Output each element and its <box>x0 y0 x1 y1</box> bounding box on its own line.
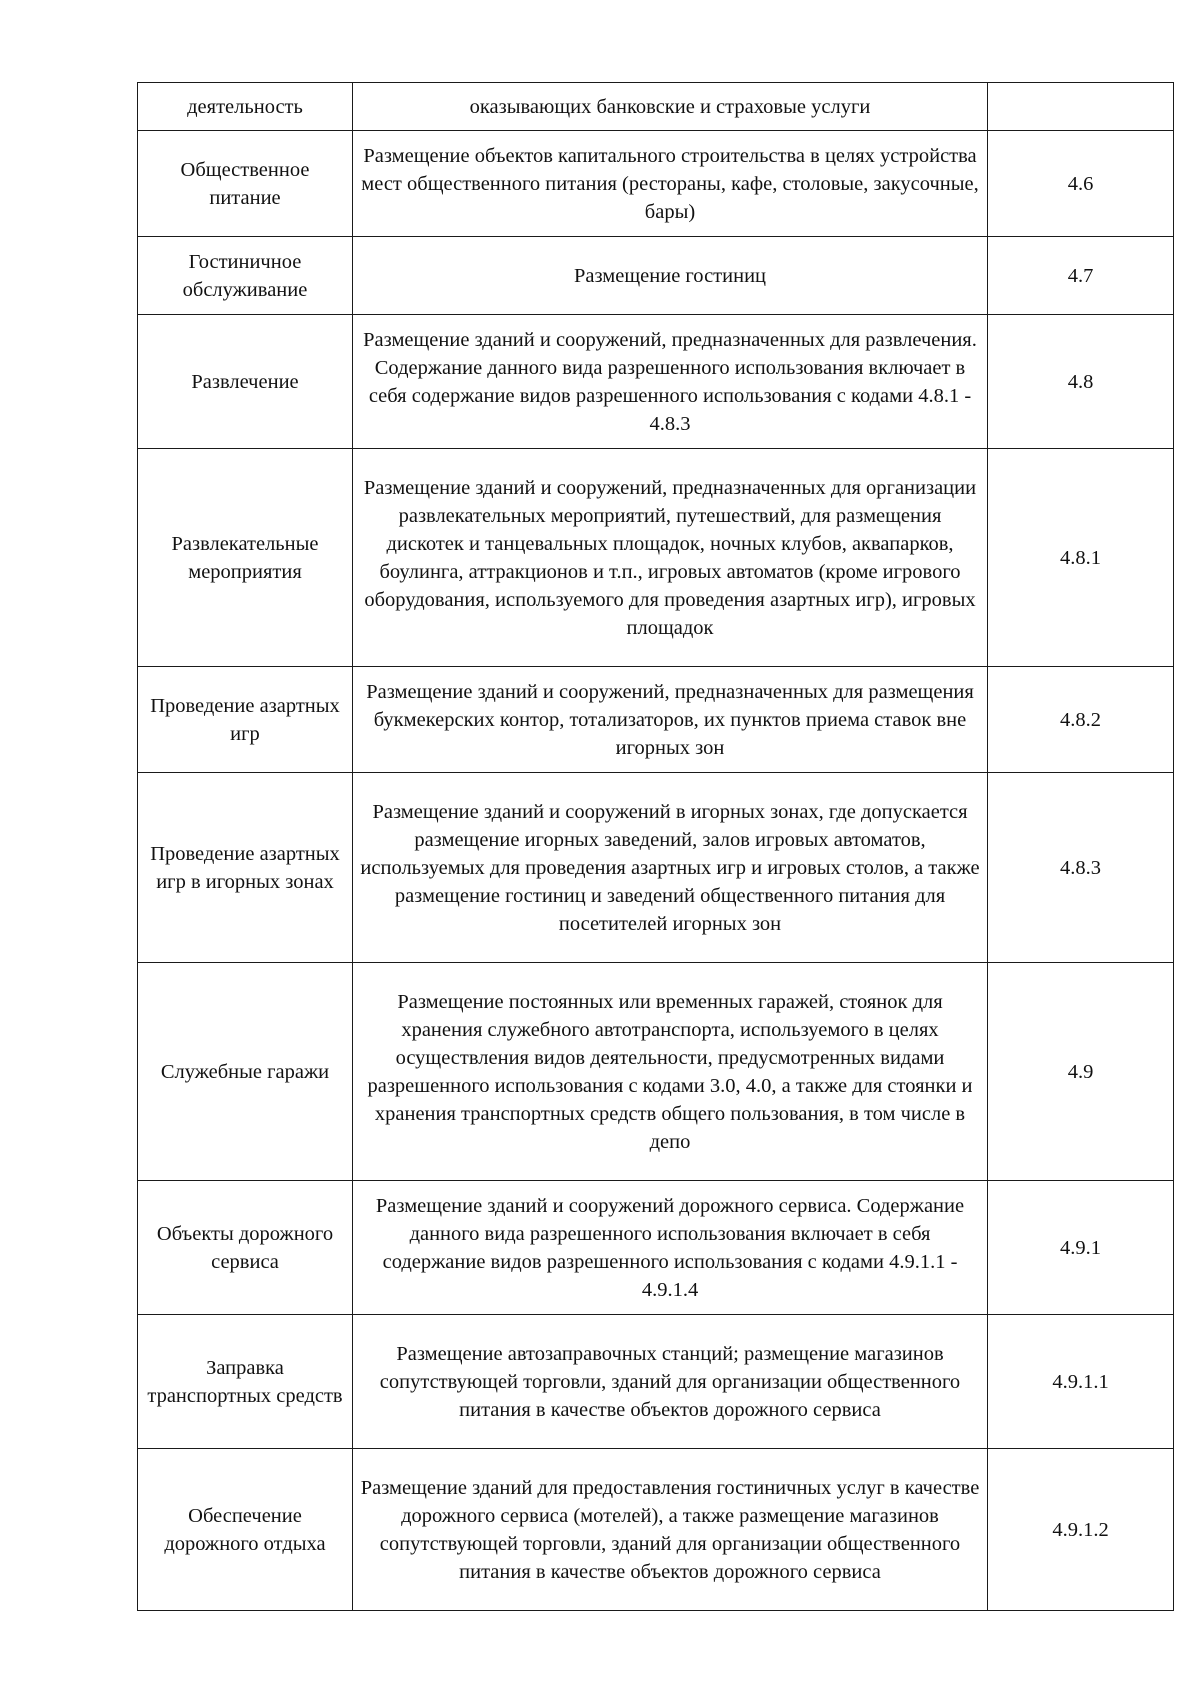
use-name-cell: Проведение азартных игр <box>138 667 353 773</box>
land-use-table <box>137 82 1174 1611</box>
use-code-cell: 4.8 <box>988 315 1174 449</box>
use-name-cell: Объекты дорожного сервиса <box>138 1181 353 1315</box>
use-name-cell: Проведение азартных игр в игорных зонах <box>138 773 353 963</box>
use-name-cell: Развлечение <box>138 315 353 449</box>
use-description-cell: Размещение объектов капитального строительства в целях устройства мест общественного питания (рестораны, кафе, столовые, закусочные, бары) <box>353 131 988 237</box>
use-description-cell: Размещение зданий и сооружений, предназначенных для развлечения. Содержание данного вида разрешенного использования включает в себя содержание видов разрешенного использования с кодами 4.8.1 - 4.8.3 <box>353 315 988 449</box>
use-name-cell: Общественное питание <box>138 131 353 237</box>
table-row <box>138 315 1174 449</box>
use-description-cell: оказывающих банковские и страховые услуги <box>353 83 988 131</box>
table-row <box>138 131 1174 237</box>
table-row <box>138 1181 1174 1315</box>
use-description-cell: Размещение гостиниц <box>353 237 988 315</box>
table-row <box>138 963 1174 1181</box>
use-code-cell: 4.6 <box>988 131 1174 237</box>
use-description-cell: Размещение автозаправочных станций; размещение магазинов сопутствующей торговли, зданий для организации общественного питания в качестве объектов дорожного сервиса <box>353 1315 988 1449</box>
use-code-cell: 4.8.3 <box>988 773 1174 963</box>
use-description-cell: Размещение зданий и сооружений дорожного сервиса. Содержание данного вида разрешенного использования включает в себя содержание видов разрешенного использования с кодами 4.9.1.1 - 4.9.1.4 <box>353 1181 988 1315</box>
use-name-cell: Гостиничное обслуживание <box>138 237 353 315</box>
use-code-cell: 4.9.1 <box>988 1181 1174 1315</box>
use-code-cell: 4.7 <box>988 237 1174 315</box>
use-name-cell: Служебные гаражи <box>138 963 353 1181</box>
table-row <box>138 449 1174 667</box>
table-row <box>138 773 1174 963</box>
table-row <box>138 1449 1174 1611</box>
use-description-cell: Размещение зданий для предоставления гостиничных услуг в качестве дорожного сервиса (мотелей), а также размещение магазинов сопутствующей торговли, зданий для организации общественного питания в качестве объектов дорожного сервиса <box>353 1449 988 1611</box>
table-row <box>138 237 1174 315</box>
use-name-cell: деятельность <box>138 83 353 131</box>
use-description-cell: Размещение постоянных или временных гаражей, стоянок для хранения служебного автотранспорта, используемого в целях осуществления видов деятельности, предусмотренных видами разрешенного использования с кодами 3.0, 4.0, а также для стоянки и хранения транспортных средств общего пользования, в том числе в депо <box>353 963 988 1181</box>
use-code-cell: 4.8.2 <box>988 667 1174 773</box>
use-code-cell: 4.9.1.2 <box>988 1449 1174 1611</box>
use-description-cell: Размещение зданий и сооружений в игорных зонах, где допускается размещение игорных заведений, залов игровых автоматов, используемых для проведения азартных игр и игровых столов, а также размещение гостиниц и заведений общественного питания для посетителей игорных зон <box>353 773 988 963</box>
use-code-cell: 4.9 <box>988 963 1174 1181</box>
use-description-cell: Размещение зданий и сооружений, предназначенных для размещения букмекерских контор, тотализаторов, их пунктов приема ставок вне игорных зон <box>353 667 988 773</box>
use-code-cell: 4.8.1 <box>988 449 1174 667</box>
use-name-cell: Обеспечение дорожного отдыха <box>138 1449 353 1611</box>
use-code-cell: 4.9.1.1 <box>988 1315 1174 1449</box>
use-name-cell: Развлекательные мероприятия <box>138 449 353 667</box>
table-row <box>138 1315 1174 1449</box>
table-row <box>138 83 1174 131</box>
use-description-cell: Размещение зданий и сооружений, предназначенных для организации развлекательных мероприятий, путешествий, для размещения дискотек и танцевальных площадок, ночных клубов, аквапарков, боулинга, аттракционов и т.п., игровых автоматов (кроме игрового оборудования, используемого для проведения азартных игр), игровых площадок <box>353 449 988 667</box>
table-row <box>138 667 1174 773</box>
use-name-cell: Заправка транспортных средств <box>138 1315 353 1449</box>
use-code-cell <box>988 83 1174 131</box>
